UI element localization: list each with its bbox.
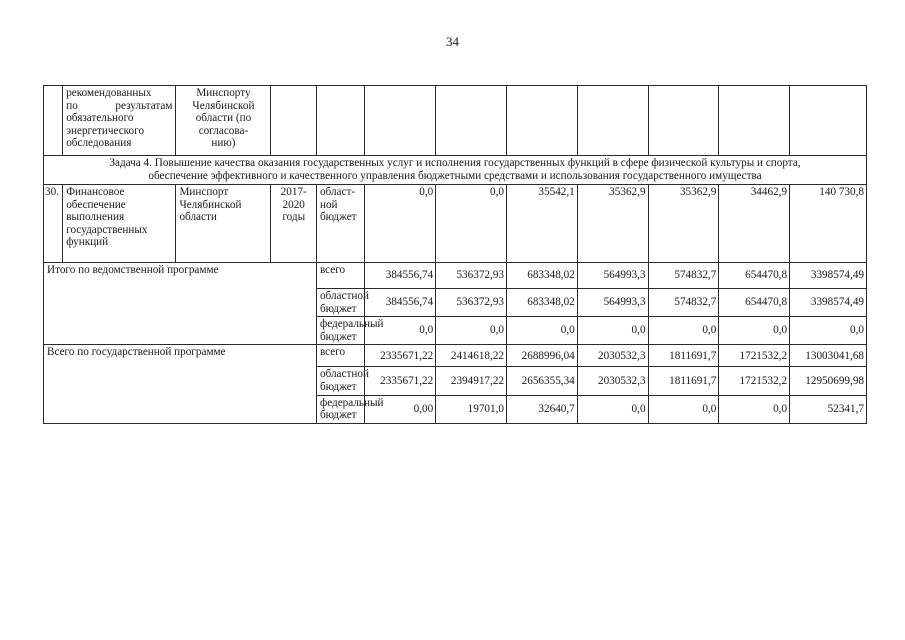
cell-value: 2394917,22 (436, 367, 507, 395)
cell-value: 34462,9 (719, 185, 790, 263)
cell-value: 2335671,22 (365, 345, 436, 367)
cell-source: федеральный бюджет (316, 317, 365, 345)
cell-value: 52341,7 (790, 395, 867, 423)
name-line: по результатам (66, 99, 173, 112)
vsego-label: Всего по государственной программе (44, 345, 317, 423)
table-row-itogo-total (44, 263, 867, 289)
cell-value: 35542,1 (507, 185, 578, 263)
cell-num: 30. (44, 185, 63, 263)
task-row (44, 156, 867, 185)
cell-value: 683348,02 (507, 263, 578, 289)
cell-value (719, 86, 790, 156)
cell-name (63, 86, 176, 156)
cell-value (577, 86, 648, 156)
cell-period: 2017-2020 годы (271, 185, 316, 263)
cell-source: област-ной бюджет (316, 185, 365, 263)
cell-value: 0,0 (648, 395, 719, 423)
cell-source: всего (316, 263, 365, 289)
cell-value: 0,0 (577, 317, 648, 345)
cell-source (316, 86, 365, 156)
cell-value: 574832,7 (648, 263, 719, 289)
cell-value: 19701,0 (436, 395, 507, 423)
cell-source: областной бюджет (316, 289, 365, 317)
cell-value: 0,0 (507, 317, 578, 345)
cell-value (648, 86, 719, 156)
cell-value: 0,0 (648, 317, 719, 345)
cell-value: 683348,02 (507, 289, 578, 317)
cell-value: 2656355,34 (507, 367, 578, 395)
name-line: обязательного (66, 112, 134, 125)
cell-value: 1811691,7 (648, 367, 719, 395)
cell-value: 0,0 (365, 185, 436, 263)
cell-value: 2688996,04 (507, 345, 578, 367)
task-line-1: Задача 4. Повышение качества оказания государственных услуг и исполнения государственных функций в сфере физической культуры и спорта, (109, 157, 801, 169)
cell-value: 35362,9 (648, 185, 719, 263)
name-line: энергетического (66, 124, 145, 137)
itogo-label: Итого по ведомственной программе (44, 263, 317, 345)
cell-value: 140 730,8 (790, 185, 867, 263)
cell-executor: Минспорт Челябинской области (176, 185, 271, 263)
cell-value: 0,0 (790, 317, 867, 345)
cell-value: 536372,93 (436, 289, 507, 317)
cell-value: 2335671,22 (365, 367, 436, 395)
table-row-vsego-total (44, 345, 867, 367)
cell-source: всего (316, 345, 365, 367)
cell-source: областной бюджет (316, 367, 365, 395)
cell-value: 384556,74 (365, 289, 436, 317)
cell-value: 32640,7 (507, 395, 578, 423)
cell-value: 3398574,49 (790, 289, 867, 317)
cell-value: 35362,9 (577, 185, 648, 263)
cell-value: 12950699,98 (790, 367, 867, 395)
cell-value: 2030532,3 (577, 345, 648, 367)
cell-value: 0,00 (365, 395, 436, 423)
cell-value: 536372,93 (436, 263, 507, 289)
cell-value: 0,0 (436, 317, 507, 345)
cell-executor (176, 86, 271, 156)
task-line-2: обеспечение эффективного и качественного управления бюджетными средствами и использования государственного имущества (148, 169, 762, 182)
cell-period (271, 86, 316, 156)
task-heading (44, 156, 867, 185)
cell-value: 384556,74 (365, 263, 436, 289)
executor-line: области (по (195, 112, 252, 125)
cell-value: 1721532,2 (719, 345, 790, 367)
cell-value: 654470,8 (719, 289, 790, 317)
cell-value: 1811691,7 (648, 345, 719, 367)
cell-name: Финансовое обеспечение выполнения государственных функций (63, 185, 176, 263)
page-number: 34 (446, 34, 459, 49)
cell-value: 3398574,49 (790, 263, 867, 289)
cell-value: 13003041,68 (790, 345, 867, 367)
budget-table (43, 85, 867, 424)
cell-value: 2414618,22 (436, 345, 507, 367)
cell-value: 564993,3 (577, 289, 648, 317)
executor-line: Минспорту (196, 87, 251, 99)
table-row-30 (44, 185, 867, 263)
name-line: обследования (66, 137, 132, 150)
table-row-continued (44, 86, 867, 156)
name-line: рекомендованных (66, 87, 152, 99)
executor-line: Челябинской (192, 99, 255, 112)
cell-value: 0,0 (719, 317, 790, 345)
cell-value: 2030532,3 (577, 367, 648, 395)
cell-value (365, 86, 436, 156)
cell-num (44, 86, 63, 156)
cell-value: 0,0 (365, 317, 436, 345)
cell-value (507, 86, 578, 156)
executor-line: согласова- (198, 124, 249, 137)
cell-value: 0,0 (719, 395, 790, 423)
cell-value: 574832,7 (648, 289, 719, 317)
executor-line: нию) (211, 137, 236, 150)
cell-source: федеральный бюджет (316, 395, 365, 423)
cell-value: 654470,8 (719, 263, 790, 289)
cell-value: 0,0 (436, 185, 507, 263)
cell-value: 1721532,2 (719, 367, 790, 395)
cell-value: 0,0 (577, 395, 648, 423)
cell-value (436, 86, 507, 156)
cell-value (790, 86, 867, 156)
cell-value: 564993,3 (577, 263, 648, 289)
